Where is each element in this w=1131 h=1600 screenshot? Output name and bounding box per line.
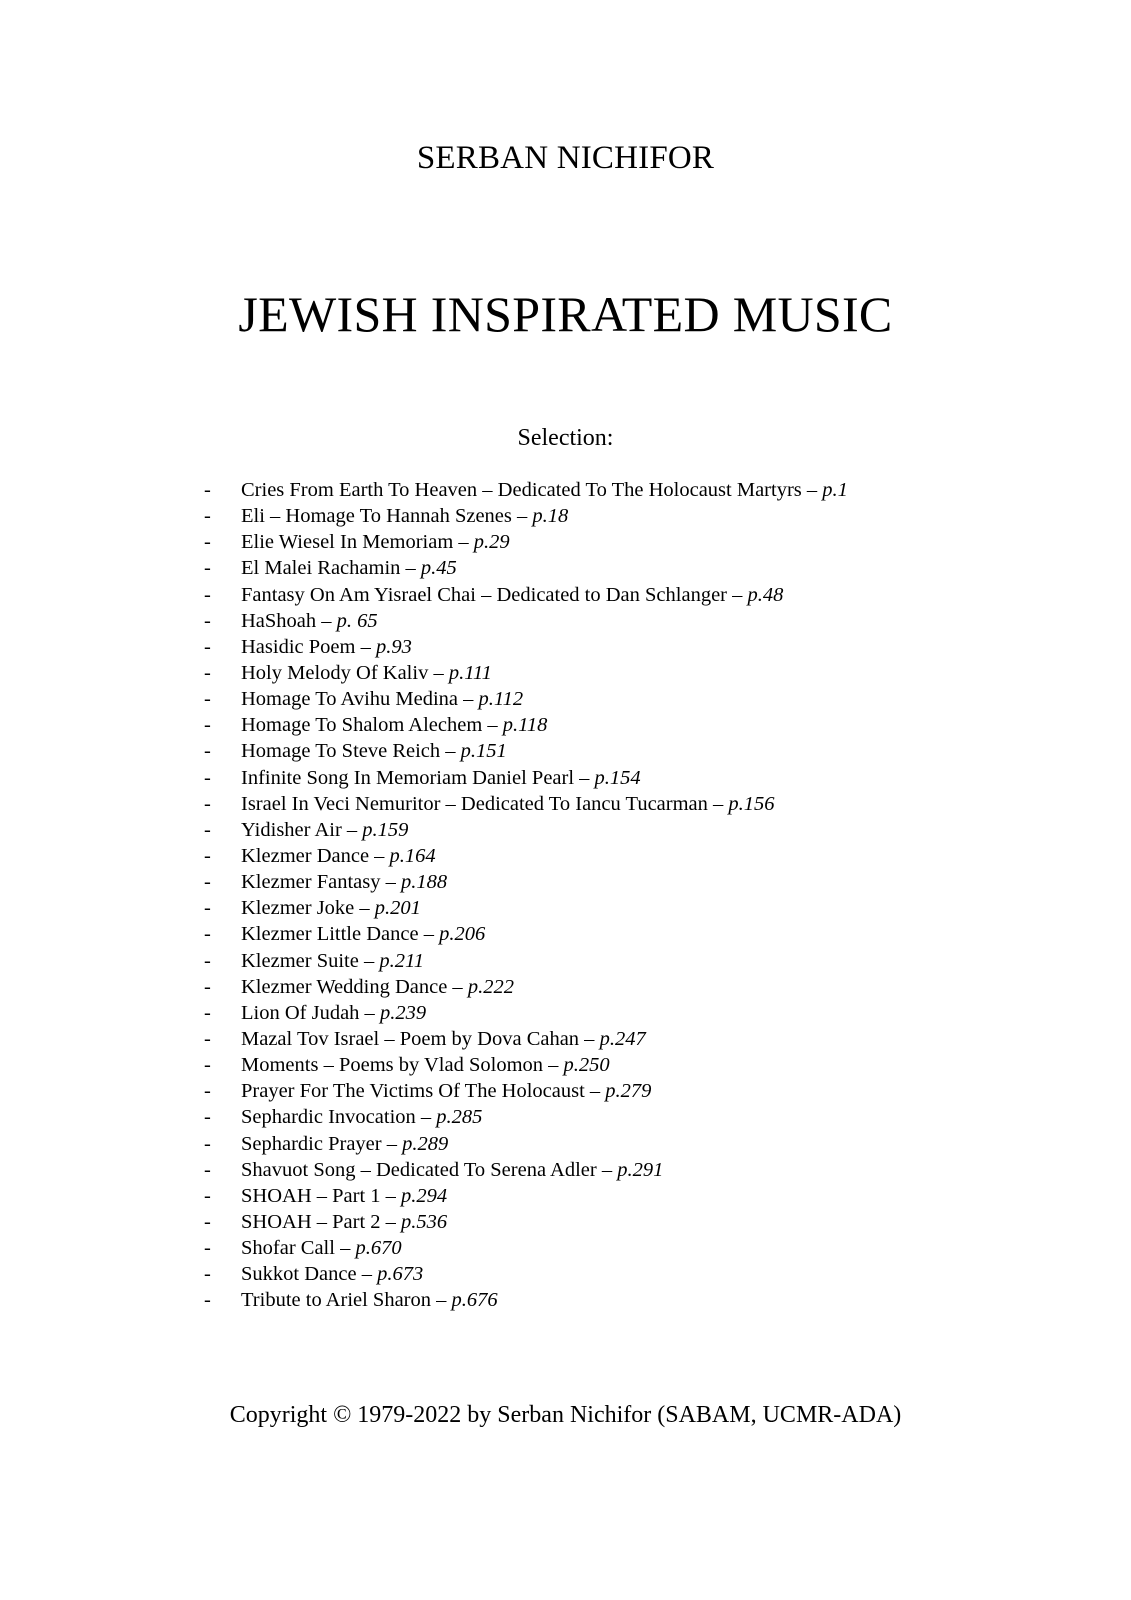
toc-entry-title-text: Elie Wiesel In Memoriam –: [241, 531, 474, 554]
list-dash: -: [204, 479, 211, 501]
toc-entry: [0, 712, 1131, 738]
toc-entry-page: p.48: [747, 583, 784, 606]
toc-entry-page: p.673: [377, 1263, 424, 1286]
toc-entry-title: [241, 1026, 646, 1052]
toc-entry: [0, 1235, 1131, 1261]
toc-entry-title: [241, 1235, 402, 1261]
toc-entry-title: [241, 529, 510, 555]
toc-entry-title-text: Moments – Poems by Vlad Solomon –: [241, 1054, 564, 1077]
toc-entry-title-text: Klezmer Dance –: [241, 844, 390, 867]
toc-entry-title-text: Homage To Avihu Medina –: [241, 688, 479, 711]
list-dash: -: [204, 1027, 211, 1050]
toc-entry-title-text: Eli – Homage To Hannah Szenes –: [241, 505, 533, 528]
list-dash: -: [204, 1132, 211, 1155]
toc-entry-title: [241, 921, 485, 947]
toc-entry-title-text: Fantasy On Am Yisrael Chai – Dedicated to Dan Schlanger –: [241, 583, 748, 606]
toc-entry-title-text: Lion Of Judah –: [241, 1001, 380, 1024]
toc-entry: [0, 1104, 1131, 1130]
list-dash: -: [204, 688, 211, 711]
toc-entry: [0, 529, 1131, 555]
toc-entry-page: p.45: [420, 557, 457, 580]
toc-entry-title-text: Klezmer Wedding Dance –: [241, 975, 468, 998]
toc-entry: [0, 1052, 1131, 1078]
toc-entry-page: p. 65: [336, 609, 378, 632]
toc-entry-title: [241, 791, 775, 817]
list-dash: -: [204, 609, 211, 632]
toc-entry-title-text: Klezmer Little Dance –: [241, 923, 440, 946]
list-dash: -: [204, 844, 211, 867]
toc-entry: [0, 634, 1131, 660]
toc-entry-page: p.222: [467, 975, 514, 998]
toc-entry-page: p.111: [448, 661, 492, 684]
toc-entry-page: p.151: [460, 740, 507, 763]
document-title: JEWISH INSPIRATED MUSIC: [238, 286, 893, 342]
toc-entry-title-text: Sephardic Prayer –: [241, 1132, 403, 1155]
toc-entry-title: [241, 582, 783, 608]
list-dash: -: [204, 714, 211, 737]
list-dash: -: [204, 1289, 211, 1312]
list-dash: -: [204, 818, 211, 841]
toc-entry-title: [241, 1104, 482, 1130]
toc-entry: [0, 660, 1131, 686]
toc-entry-title: [241, 1078, 651, 1104]
toc-entry: [0, 895, 1131, 921]
list-dash: -: [204, 1263, 211, 1286]
toc-entry-page: p.1: [822, 479, 848, 501]
toc-entry: [0, 817, 1131, 843]
toc-entry-title-text: Yidisher Air –: [241, 818, 363, 841]
list-dash: -: [204, 975, 211, 998]
selection-heading: Selection:: [517, 425, 614, 451]
toc-entry-title: [241, 869, 447, 895]
toc-entry-title-text: Israel In Veci Nemuritor – Dedicated To Iancu Tucarman –: [241, 792, 729, 815]
list-dash: -: [204, 557, 211, 580]
list-dash: -: [204, 505, 211, 528]
toc-entry-title: [241, 503, 568, 529]
toc-entry-title-text: Infinite Song In Memoriam Daniel Pearl –: [241, 766, 595, 789]
toc-entry-title: [241, 1000, 426, 1026]
toc-entry-page: p.289: [402, 1132, 449, 1155]
toc-entry: [0, 1183, 1131, 1209]
toc-entry: [0, 1078, 1131, 1104]
toc-entry-title-text: Shofar Call –: [241, 1237, 356, 1260]
toc-entry-title-text: Homage To Shalom Alechem –: [241, 714, 503, 737]
toc-entry-page: p.250: [563, 1054, 610, 1077]
toc-entry-page: p.118: [502, 714, 548, 737]
list-dash: -: [204, 923, 211, 946]
toc-entry-page: p.154: [594, 766, 641, 789]
toc-entry: [0, 948, 1131, 974]
list-dash: -: [204, 635, 211, 658]
toc-entry-page: p.206: [439, 923, 486, 946]
toc-entry-title-text: Holy Melody Of Kaliv –: [241, 661, 449, 684]
toc-entry-page: p.239: [379, 1001, 427, 1024]
toc-entry: [0, 1000, 1131, 1026]
toc-entry-title: [241, 843, 436, 869]
toc-entry: [0, 582, 1131, 608]
toc-entry: [0, 765, 1131, 791]
list-dash: -: [204, 1001, 211, 1024]
list-dash: -: [204, 740, 211, 763]
toc-entry-page: p.294: [401, 1184, 448, 1207]
toc-entry: [0, 869, 1131, 895]
toc-entry-title: [241, 974, 514, 1000]
toc-entry-title-text: Prayer For The Victims Of The Holocaust –: [241, 1080, 606, 1103]
toc-entry: [0, 1131, 1131, 1157]
toc-entry-title: [241, 948, 424, 974]
toc-entry: [0, 921, 1131, 947]
toc-entry: [0, 608, 1131, 634]
toc-entry: [0, 791, 1131, 817]
toc-entry-title: [241, 608, 378, 634]
toc-entry: [0, 974, 1131, 1000]
toc-entry-title: [241, 634, 412, 660]
toc-entry-page: p.676: [451, 1289, 498, 1312]
toc-entry: [0, 1209, 1131, 1235]
toc-entry-title: [241, 686, 523, 712]
toc-entry-page: p.291: [617, 1158, 664, 1181]
toc-entry-title-text: SHOAH – Part 2 –: [241, 1210, 402, 1233]
toc-entry: [0, 843, 1131, 869]
toc-entry: [0, 503, 1131, 529]
toc-entry-title: [241, 477, 848, 503]
list-dash: -: [204, 661, 211, 684]
toc-entry-title: [241, 765, 641, 791]
table-of-contents: [0, 477, 1131, 1314]
toc-entry-title-text: Cries From Earth To Heaven – Dedicated To The Holocaust Martyrs –: [241, 479, 823, 501]
toc-entry: [0, 555, 1131, 581]
toc-entry-title-text: Sephardic Invocation –: [241, 1106, 437, 1129]
toc-entry-title-text: Klezmer Fantasy –: [241, 871, 401, 894]
toc-entry-page: p.201: [374, 897, 421, 920]
toc-entry-title-text: Homage To Steve Reich –: [241, 740, 461, 763]
list-dash: -: [204, 1210, 211, 1233]
toc-entry-page: p.93: [375, 635, 412, 658]
toc-entry-page: p.670: [355, 1237, 402, 1260]
toc-entry: [0, 1157, 1131, 1183]
toc-entry-title-text: HaShoah –: [241, 609, 337, 632]
toc-entry-title-text: Sukkot Dance –: [241, 1263, 378, 1286]
toc-entry: [0, 1026, 1131, 1052]
list-dash: -: [204, 583, 211, 606]
list-dash: -: [204, 1237, 211, 1260]
list-dash: -: [204, 949, 211, 972]
toc-entry-page: p.29: [473, 531, 510, 554]
toc-entry-title: [241, 712, 547, 738]
list-dash: -: [204, 897, 211, 920]
toc-entry: [0, 738, 1131, 764]
list-dash: -: [204, 766, 211, 789]
toc-entry-title-text: Tribute to Ariel Sharon –: [241, 1289, 452, 1312]
toc-entry-page: p.112: [478, 688, 524, 711]
author-name: SERBAN NICHIFOR: [416, 140, 715, 176]
list-dash: -: [204, 1184, 211, 1207]
toc-entry-title: [241, 895, 421, 921]
toc-entry-title: [241, 1287, 498, 1313]
toc-entry-title-text: Klezmer Suite –: [241, 949, 380, 972]
list-dash: -: [204, 792, 211, 815]
list-dash: -: [204, 871, 211, 894]
toc-entry-title: [241, 817, 408, 843]
toc-entry-page: p.18: [532, 505, 569, 528]
toc-entry-page: p.188: [400, 871, 448, 894]
toc-entry-title-text: Shavuot Song – Dedicated To Serena Adler –: [241, 1158, 618, 1181]
toc-entry-title: [241, 1157, 663, 1183]
toc-entry-title: [241, 1183, 447, 1209]
toc-entry: [0, 1287, 1131, 1313]
toc-entry-title: [241, 1261, 423, 1287]
list-dash: -: [204, 1106, 211, 1129]
toc-entry: [0, 1261, 1131, 1287]
toc-entry-page: p.536: [401, 1210, 448, 1233]
toc-entry-title-text: SHOAH – Part 1 –: [241, 1184, 402, 1207]
toc-entry-title-text: Hasidic Poem –: [241, 635, 376, 658]
list-dash: -: [204, 531, 211, 554]
toc-entry-page: p.285: [436, 1106, 483, 1129]
toc-entry: [0, 686, 1131, 712]
toc-entry-title-text: Klezmer Joke –: [241, 897, 375, 920]
toc-entry-page: p.211: [379, 949, 424, 972]
list-dash: -: [204, 1054, 211, 1077]
list-dash: -: [204, 1158, 211, 1181]
list-dash: -: [204, 1080, 211, 1103]
toc-entry-title: [241, 1052, 610, 1078]
toc-entry-title-text: El Malei Rachamin –: [241, 557, 421, 580]
toc-entry-title: [241, 660, 492, 686]
toc-entry-title: [241, 555, 457, 581]
toc-entry-page: p.247: [599, 1027, 646, 1050]
toc-entry-page: p.279: [605, 1080, 652, 1103]
toc-entry-page: p.159: [362, 818, 409, 841]
toc-entry-title: [241, 1209, 447, 1235]
toc-entry-title: [241, 738, 507, 764]
copyright-notice: Copyright © 1979-2022 by Serban Nichifor (SABAM, UCMR-ADA): [229, 1402, 902, 1428]
toc-entry: [0, 477, 1131, 503]
toc-entry-page: p.164: [389, 844, 436, 867]
toc-entry-title-text: Mazal Tov Israel – Poem by Dova Cahan –: [241, 1027, 600, 1050]
toc-entry-page: p.156: [728, 792, 775, 815]
toc-entry-title: [241, 1131, 448, 1157]
